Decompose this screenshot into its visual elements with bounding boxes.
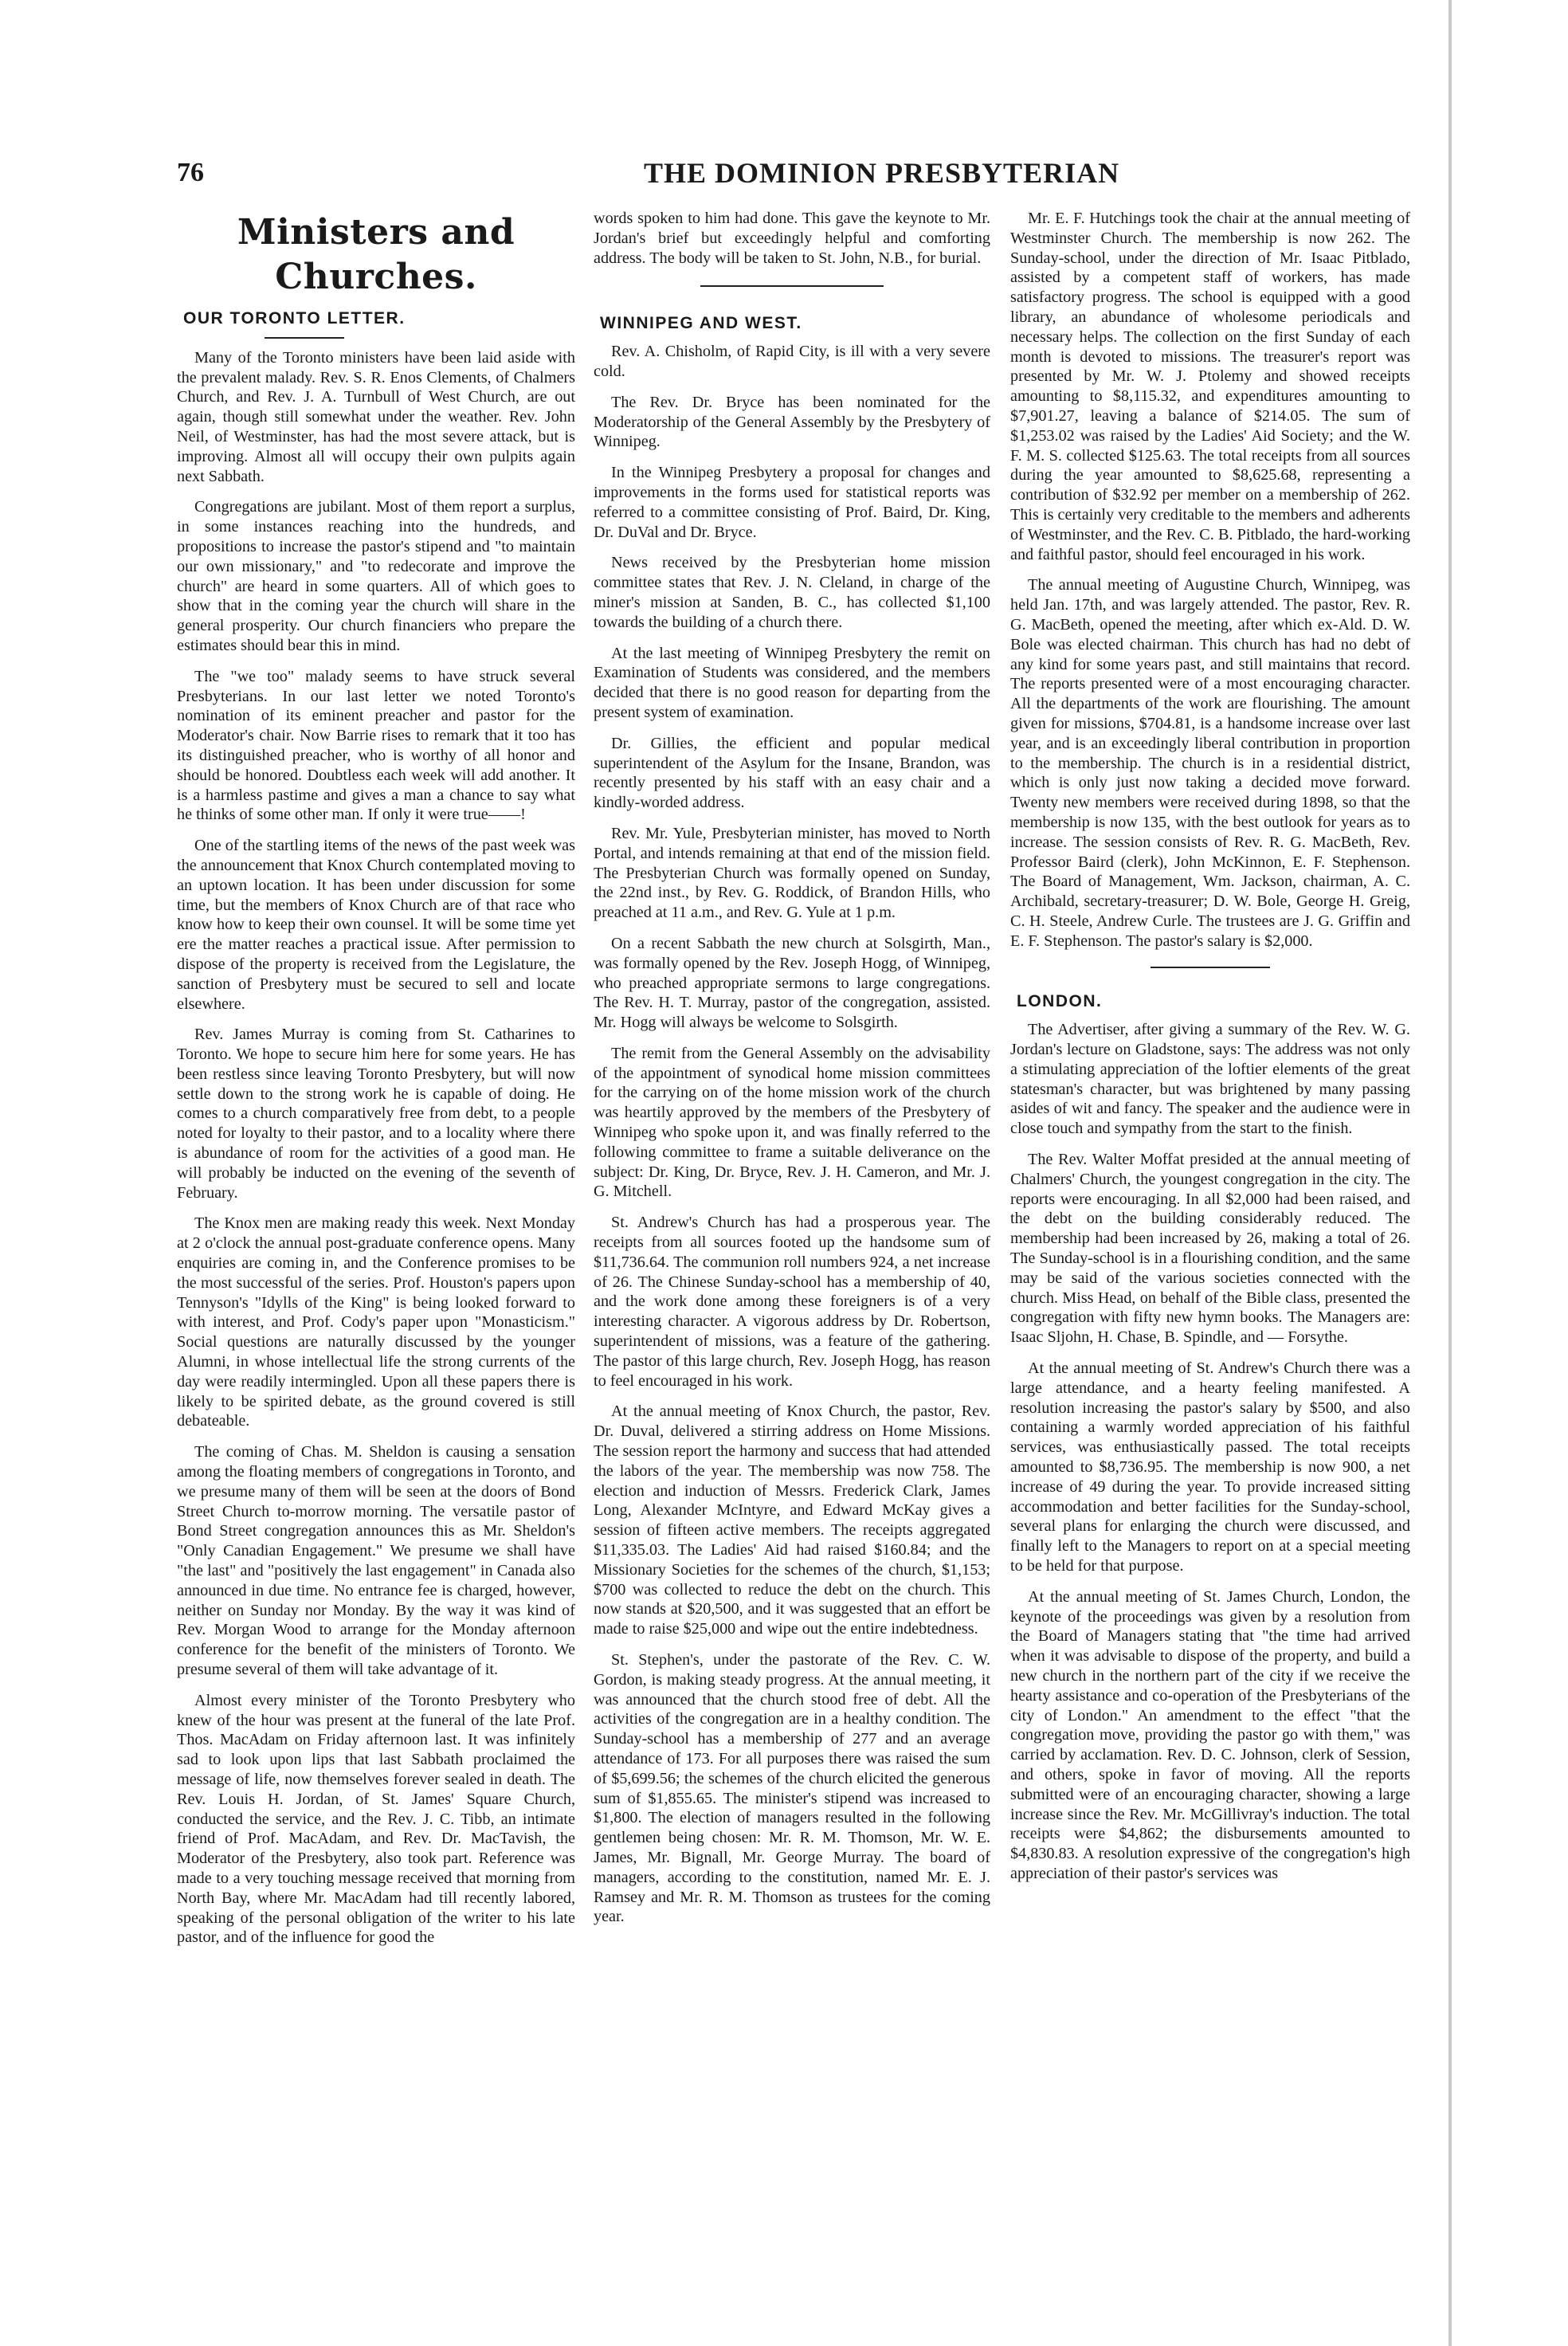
paragraph: The Rev. Dr. Bryce has been nominated for the Moderatorship of the General Assembly by the Presbytery of Winnipeg. xyxy=(594,393,990,451)
column-3 xyxy=(1010,209,1410,1895)
paragraph: News received by the Presbyterian home mission committee states that Rev. J. N. Cleland, in charge of the miner's mission at Sanden, B. C., has collected $1,100 towards the building of a church there. xyxy=(594,554,990,631)
paragraph: St. Stephen's, under the pastorate of the Rev. C. W. Gordon, is making steady progress. At the annual meeting, it was announced that the church stood free of debt. All the activities of the congregation are in a healthy condition. The Sunday-school has a membership of 277 and an average attendance of 173. For all purposes there was raised the sum of $5,699.56; the schemes of the church elicited the generous sum of $1,855.65. The minister's stipend was increased to $1,800. The election of managers resulted in the following gentlemen being chosen: Mr. R. M. Thomson, Mr. W. E. James, Mr. Bignall, Mr. George Murray. The board of managers, according to the constitution, named Mr. E. J. Ramsey and Mr. R. M. Thomson as trustees for the coming year. xyxy=(594,1651,990,1926)
paragraph: The Advertiser, after giving a summary of the Rev. W. G. Jordan's lecture on Gladstone, says: The address was not only a stimulating appreciation of the loftier elements of the great statesman's character, but was brightened by many passing asides of wit and fancy. The speaker and the audience were in close touch and sympathy from the start to the finish. xyxy=(1010,1021,1410,1138)
paragraph: Congregations are jubilant. Most of them report a surplus, in some instances reaching into the hundreds, and propositions to increase the pastor's stipend and "to maintain our own missionary," and "to redecorate and improve the church" are heard in some quarters. All of which goes to show that in the coming year the church will share in the general prosperity. Our church financiers who prepare the estimates should bear this in mind. xyxy=(177,498,575,654)
paragraph: The remit from the General Assembly on the advisability of the appointment of synodical home mission committees for the carrying on of the home mission work of the church was heartily approved by the members of the Presbytery of Winnipeg who spoke upon it, and was finally referred to the following committee to frame a suitable deliverance on the subject: Dr. King, Dr. Bryce, Rev. J. H. Cameron, and Mr. J. G. Mitchell. xyxy=(594,1044,990,1201)
paragraph: At the annual meeting of St. James Church, London, the keynote of the proceedings was given by a resolution from the Board of Managers stating that "the time had arrived when it was advisable to dispose of the property, and build a new church in the northern part of the city if we receive the hearty assistance and co-operation of the Presbyterians of the city of London." An amendment to the effect "that the congregation move, providing the pastor go with them," was carried by acclamation. Rev. D. C. Johnson, clerk of Session, and others, spoke in favor of moving. All the reports submitted were of an encouraging character, showing a large increase since the Rev. Mr. McGillivray's induction. The total receipts were $4,862; the disbursements amounted to $4,830.83. A resolution expressive of the congregation's high appreciation of their pastor's services was xyxy=(1010,1587,1410,1882)
column-2 xyxy=(594,209,990,1938)
section-heading-london: LONDON. xyxy=(1017,992,1103,1011)
paragraph: The "we too" malady seems to have struck several Presbyterians. In our last letter we noted Toronto's nomination of its eminent preacher and pastor for the Moderator's chair. Now Barrie rises to remark that it too has its distinguished preacher, who is worthy of all honor and should be honored. Doubtless each week will add another. It is a harmless pastime and gives a man a chance to say what he thinks of some other man. If only it were true——! xyxy=(177,667,575,824)
paragraph: The Rev. Walter Moffat presided at the annual meeting of Chalmers' Church, the youngest congregation in the city. The reports were encouraging. In all $2,000 had been raised, and the debt on the building considerably reduced. The membership had been increased by 26, making a total of 26. The Sunday-school is in a flourishing condition, and the same may be said of the various societies connected with the church. Miss Head, on behalf of the Bible class, presented the congregation with fifty new hymn books. The Managers are: Isaac Sljohn, H. Chase, B. Spindle, and — Forsythe. xyxy=(1010,1151,1410,1347)
section-divider xyxy=(1151,967,1270,968)
paragraph: At the last meeting of Winnipeg Presbytery the remit on Examination of Students was considered, and the members decided that there is no good reason for departing from the present system of examination. xyxy=(594,644,990,721)
section-heading-winnipeg: WINNIPEG AND WEST. xyxy=(600,314,802,333)
paragraph: In the Winnipeg Presbytery a proposal for changes and improvements in the forms used for statistical reports was referred to a committee consisting of Prof. Baird, Dr. King, Dr. DuVal and Dr. Bryce. xyxy=(594,464,990,541)
paragraph: The annual meeting of Augustine Church, Winnipeg, was held Jan. 17th, and was largely attended. The pastor, Rev. R. G. MacBeth, opened the meeting, after which ex-Ald. D. W. Bole was elected chairman. This church has had no debt of any kind for some years past, and still maintains that record. The reports presented were of a most encouraging character. All the departments of the work are flourishing. The amount given for missions, $704.81, is a handsome increase over last year, and is an exceedingly liberal contribution in proportion to the membership. The church is in a residential district, which is only just now taking a decided move forward. Twenty new members were received during 1898, so that the membership is now 135, with the best outlook for years as to increase. The session consists of Rev. R. G. MacBeth, Rev. Professor Baird (clerk), John McKinnon, E. F. Stephenson. The Board of Management, Wm. Jackson, chairman, A. C. Archibald, secretary-treasurer; D. W. Bole, George H. Greig, C. H. Steele, Andrew Curle. The trustees are J. G. Griffin and E. F. Stephenson. The pastor's salary is $2,000. xyxy=(1010,576,1410,950)
paragraph: The Knox men are making ready this week. Next Monday at 2 o'clock the annual post-graduate conference opens. Many enquiries are coming in, and the Conference promises to be the most successful of the series. Prof. Houston's papers upon Tennyson's "Idylls of the King" is being looked forward to with interest, and Prof. Cody's paper upon "Monasticism." Social questions are naturally discussed by the younger Alumni, in whose intellectual life the strong currents of the day were readily intermingled. Upon all these papers there is likely to be spirited debate, as the ground covered is still debateable. xyxy=(177,1214,575,1430)
paragraph: Dr. Gillies, the efficient and popular medical superintendent of the Asylum for the Insane, Brandon, was recently presented by his staff with an easy chair and a kindly-worded address. xyxy=(594,734,990,812)
masthead: THE DOMINION PRESBYTERIAN xyxy=(644,157,1120,189)
paragraph: words spoken to him had done. This gave the keynote to Mr. Jordan's brief but exceedingly helpful and comforting address. The body will be taken to St. John, N.B., for burial. xyxy=(594,210,990,267)
column-1 xyxy=(177,209,575,1959)
paragraph: Rev. A. Chisholm, of Rapid City, is ill with a very severe cold. xyxy=(594,343,990,380)
paragraph: The coming of Chas. M. Sheldon is causing a sensation among the floating members of congregations in Toronto, and we presume many of them will be seen at the doors of Bond Street Church to-morrow morning. The versatile pastor of Bond Street congregation announces this as Mr. Sheldon's "Only Canadian Engagement." We presume we shall have "the last" and "positively the last engagement" in Canada also announced in due time. No entrance fee is charged, however, neither on Sunday nor Monday. By the way it was kind of Rev. Morgan Wood to arrange for the Monday afternoon conference for the benefit of the ministers of Toronto. We presume several of them will take advantage of it. xyxy=(177,1443,575,1678)
paragraph: One of the startling items of the news of the past week was the announcement that Knox Church contemplated moving to an uptown location. It has been under discussion for some time, but the members of Knox Church are of that race who know how to keep their own counsel. It will be some time yet ere the matter reaches a practical issue. After permission to dispose of the property is received from the Legislature, the sanction of Presbytery must be secured to sell and locate elsewhere. xyxy=(177,837,575,1013)
paragraph: Rev. Mr. Yule, Presbyterian minister, has moved to North Portal, and intends remaining at that end of the mission field. The Presbyterian Church was formally opened on Sunday, the 22nd inst., by Rev. G. Roddick, of Brandon Hills, who preached at 11 a.m., and Rev. G. Yule at 1 p.m. xyxy=(594,824,990,922)
paragraph: Many of the Toronto ministers have been laid aside with the prevalent malady. Rev. S. R. Enos Clements, of Chalmers Church, and Rev. J. A. Turnbull of West Church, are out again, though still somewhat under the weather. Rev. John Neil, of Westminster, has had the most severe attack, but is improving. Almost all will occupy their own pulpits again next Sabbath. xyxy=(177,348,575,485)
page-number: 76 xyxy=(177,158,204,187)
paragraph: Mr. E. F. Hutchings took the chair at the annual meeting of Westminster Church. The membership is now 262. The Sunday-school, under the direction of Mr. Isaac Pitblado, assisted by a competent staff of workers, has made satisfactory progress. The school is equipped with a good library, an abundance of wholesome periodicals and necessary helps. The collection on the first Sunday of each month is devoted to missions. The treasurer's report was presented by Mr. W. J. Ptolemy and showed receipts amounting to $8,115.32, and expenditures amounting to $7,901.27, leaving a balance of $214.05. The sum of $1,253.02 was raised by the Ladies' Aid Society; and the W. F. M. S. collected $125.63. The total receipts from all sources during the year amounted to $8,625.68, representing a contribution of $32.92 per member on a membership of 262. This is certainly very creditable to the members and adherents of Westminster, and the Rev. C. B. Pitblado, the hard-working and faithful pastor, should feel encouraged in his work. xyxy=(1010,210,1410,563)
paragraph: At the annual meeting of St. Andrew's Church there was a large attendance, and a hearty feeling manifested. A resolution increasing the pastor's salary by $500, and also containing a warmly worded appreciation of his faithful services, was enthusiastically passed. The total receipts amounted to $8,736.95. The membership is now 900, a net increase of 49 during the year. To provide increased sitting accommodation and better facilities for the Sunday-school, several plans for enlarging the church were discussed, and finally left to the Managers to report on at a special meeting to be held for that purpose. xyxy=(1010,1359,1410,1575)
paragraph: At the annual meeting of Knox Church, the pastor, Rev. Dr. Duval, delivered a stirring address on Home Missions. The session report the harmony and success that had attended the labors of the year. The membership was now 758. The election and induction of Messrs. Frederick Clark, James Long, Alexander McIntyre, and Edward McKay gives a session of fifteen active members. The receipts aggregated $11,335.03. The Ladies' Aid had raised $160.84; and the Missionary Societies for the schemes of the church, $1,153; $700 was collected to reduce the debt on the church. This now stands at $20,500, and it was suggested that an effort be made to raise $25,000 and wipe out the entire indebtedness. xyxy=(594,1402,990,1638)
paragraph: Rev. James Murray is coming from St. Catharines to Toronto. We hope to secure him here for some years. He has been restless since leaving Toronto Presbytery, but will now settle down to the strong work he is capable of doing. He comes to a church comparatively free from debt, to a people noted for loyalty to their pastor, and to a locality where there is abundance of room for the activities of a good man. He will probably be inducted on the evening of the seventh of February. xyxy=(177,1026,575,1202)
scan-edge-shadow xyxy=(1448,0,1452,2346)
paragraph: Almost every minister of the Toronto Presbytery who knew of the hour was present at the funeral of the late Prof. Thos. MacAdam on Friday afternoon last. It was infinitely sad to look upon lips that last Sabbath proclaimed the message of life, now themselves forever sealed in death. The Rev. Louis H. Jordan, of St. James' Square Church, conducted the service, and the Rev. J. C. Tibb, an intimate friend of Prof. MacAdam, and Rev. Dr. MacTavish, the Moderator of the Presbytery, also took part. Reference was made to a very touching message received that morning from North Bay, where Mr. MacAdam had till recently labored, speaking of the personal obligation of the writer to his late pastor, and of the influence for good the xyxy=(177,1691,575,1947)
department-title: Ministers and Churches. xyxy=(237,212,515,297)
section-heading-toronto: OUR TORONTO LETTER. xyxy=(183,309,406,328)
paragraph: St. Andrew's Church has had a prosperous year. The receipts from all sources footed up the handsome sum of $11,736.64. The communion roll numbers 924, a net increase of 26. The Chinese Sunday-school has a membership of 40, and the work done among these foreigners is of a very interesting character. A vigorous address by Dr. Robertson, superintendent of missions, was a feature of the gathering. The pastor of this large church, Rev. Joseph Hogg, has reason to feel encouraged in his work. xyxy=(594,1214,990,1390)
heading-rule xyxy=(265,337,344,339)
section-divider xyxy=(700,285,884,287)
paragraph: On a recent Sabbath the new church at Solsgirth, Man., was formally opened by the Rev. Joseph Hogg, of Winnipeg, who preached appropriate sermons to large congregations. The Rev. H. T. Murray, pastor of the congregation, assisted. Mr. Hogg will always be welcome to Solsgirth. xyxy=(594,934,990,1032)
